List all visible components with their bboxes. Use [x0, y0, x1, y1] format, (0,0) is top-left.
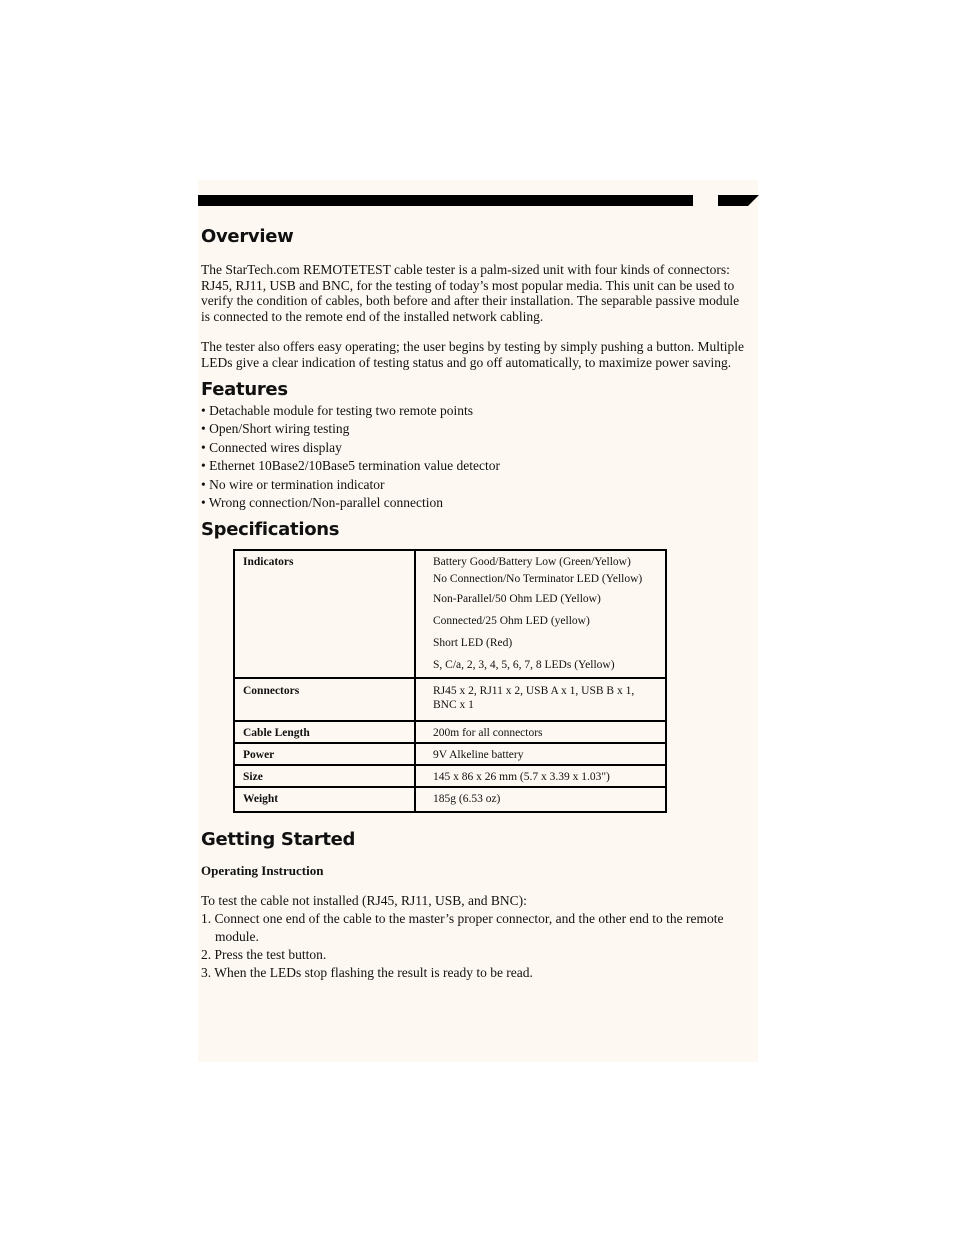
- indicator-item: Connected/25 Ohm LED (yellow): [433, 615, 590, 628]
- document-content: [201, 222, 749, 982]
- indicator-item: Non-Parallel/50 Ohm LED (Yellow): [433, 593, 601, 606]
- spec-value: 9V Alkeline battery: [415, 743, 666, 765]
- spec-value: 185g (6.53 oz): [415, 787, 666, 812]
- list-item: 2. Press the test button.: [201, 946, 327, 962]
- table-row: [234, 765, 666, 787]
- list-item: • Detachable module for testing two remote points: [201, 403, 474, 418]
- spec-label: Connectors: [234, 678, 415, 721]
- header-corner-slant: [748, 195, 759, 206]
- header-rule: [198, 195, 693, 206]
- indicator-item: Short LED (Red): [433, 637, 513, 650]
- table-row: [234, 678, 666, 721]
- spec-label: Power: [234, 743, 415, 765]
- spec-value: 145 x 86 x 26 mm (5.7 x 3.39 x 1.03"): [415, 765, 666, 787]
- overview-paragraph-1: The StarTech.com REMOTETEST cable tester is a palm-sized unit with four kinds of connectors: RJ45, RJ11, USB and BNC, for the testing of today’s most popular media. This unit can be used to verify the condition of cables, both before and after their installation. The separable passive module is connected to the remote end of the installed network cabling.: [201, 262, 740, 324]
- operating-instruction-subheading: Operating Instruction: [201, 863, 324, 879]
- features-list: [201, 402, 749, 512]
- table-row: [234, 550, 666, 678]
- table-row: [234, 787, 666, 812]
- features-heading: Features: [201, 379, 288, 400]
- specifications-table: [233, 549, 667, 813]
- indicator-item: Battery Good/Battery Low (Green/Yellow): [433, 556, 631, 569]
- spec-value-indicators: [415, 550, 666, 678]
- list-item: • No wire or termination indicator: [201, 476, 385, 492]
- indicator-item: S, C/a, 2, 3, 4, 5, 6, 7, 8 LEDs (Yellow): [433, 659, 615, 672]
- table-row: [234, 743, 666, 765]
- list-item: • Open/Short wiring testing: [201, 421, 350, 437]
- overview-paragraph-2: The tester also offers easy operating; the user begins by testing by simply pushing a button. Multiple LEDs give a clear indication of testing status and go off automatically, to maximize power saving.: [201, 339, 745, 370]
- spec-label: Indicators: [234, 550, 415, 678]
- instruction-steps: [201, 910, 749, 982]
- list-item: 1. Connect one end of the cable to the master’s proper connector, and the other end to the remote module.: [201, 910, 724, 944]
- list-item: • Ethernet 10Base2/10Base5 termination value detector: [201, 458, 501, 474]
- list-item: • Connected wires display: [201, 439, 342, 455]
- indicator-item: No Connection/No Terminator LED (Yellow): [433, 573, 643, 586]
- list-item: • Wrong connection/Non-parallel connection: [201, 495, 443, 511]
- spec-label: Cable Length: [234, 721, 415, 743]
- table-row: [234, 721, 666, 743]
- spec-value: RJ45 x 2, RJ11 x 2, USB A x 1, USB B x 1, BNC x 1: [415, 678, 666, 721]
- overview-heading: Overview: [201, 226, 294, 247]
- spec-label: Weight: [234, 787, 415, 812]
- spec-label: Size: [234, 765, 415, 787]
- getting-started-heading: Getting Started: [201, 829, 356, 851]
- list-item: 3. When the LEDs stop flashing the result is ready to be read.: [201, 964, 533, 980]
- specifications-heading: Specifications: [201, 519, 340, 541]
- spec-value: 200m for all connectors: [415, 721, 666, 743]
- header-corner-tab: [718, 195, 748, 206]
- instructions-intro: To test the cable not installed (RJ45, RJ11, USB, and BNC):: [201, 892, 527, 908]
